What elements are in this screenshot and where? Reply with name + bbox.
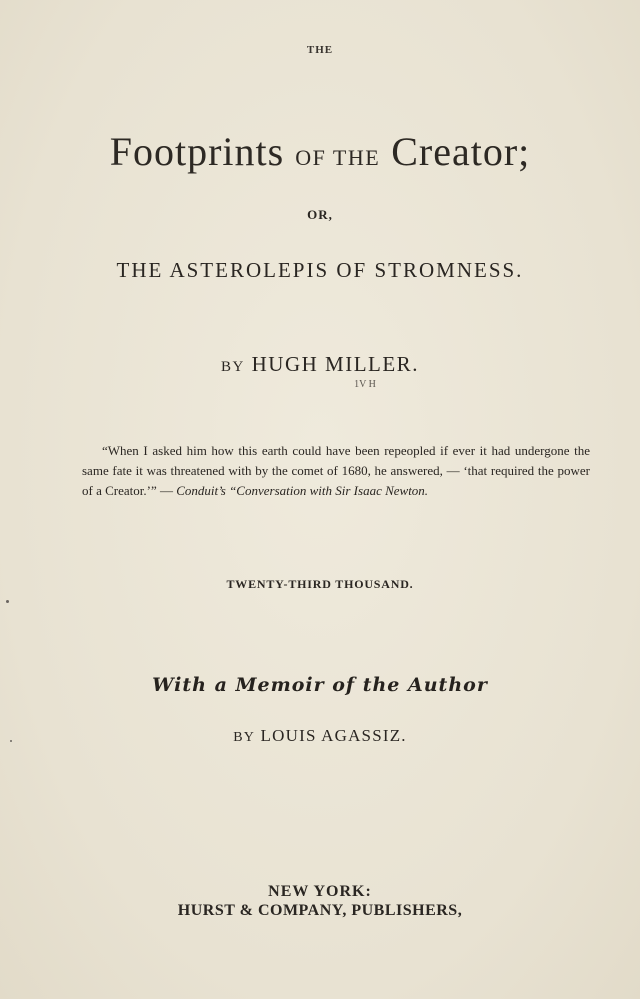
handwritten-note: 1V H — [354, 379, 376, 390]
epigraph-quote — [82, 441, 590, 501]
edition-line: TWENTY-THIRD THOUSAND. — [226, 577, 414, 591]
memoir-author-name: LOUIS AGASSIZ. — [260, 726, 407, 745]
author-line — [0, 352, 640, 377]
quote-text: “When I asked him how this earth could have been repeopled if ever it had undergone the same fate it was threatened with by the comet of 1680, he answered, — ‘that required the power of a Creator.’” — — [82, 443, 590, 498]
imprint-place: NEW YORK: — [268, 883, 372, 900]
author-name: HUGH MILLER. — [251, 352, 419, 376]
quote-source-title: “Conversation with Sir Isaac Newton. — [229, 483, 429, 498]
book-title — [0, 128, 640, 175]
memoir-line: With a Memoir of the Author — [152, 674, 488, 696]
title-word-footprints: Footprints — [109, 129, 285, 174]
quote-source-author: Conduit’s — [176, 483, 226, 498]
or-line: OR, — [307, 207, 333, 222]
book-subtitle: THE ASTEROLEPIS OF STROMNESS. — [116, 258, 524, 282]
title-word-creator: Creator; — [391, 129, 531, 174]
top-mark: THE — [306, 44, 334, 56]
imprint-publisher: HURST & COMPANY, PUBLISHERS, — [177, 902, 463, 919]
paper-speck — [10, 740, 12, 742]
title-word-of-the: OF THE — [295, 145, 381, 170]
memoir-author-line — [0, 726, 640, 746]
memoir-author-by: BY — [233, 730, 256, 745]
paper-speck — [6, 600, 9, 603]
author-by: BY — [221, 359, 245, 375]
